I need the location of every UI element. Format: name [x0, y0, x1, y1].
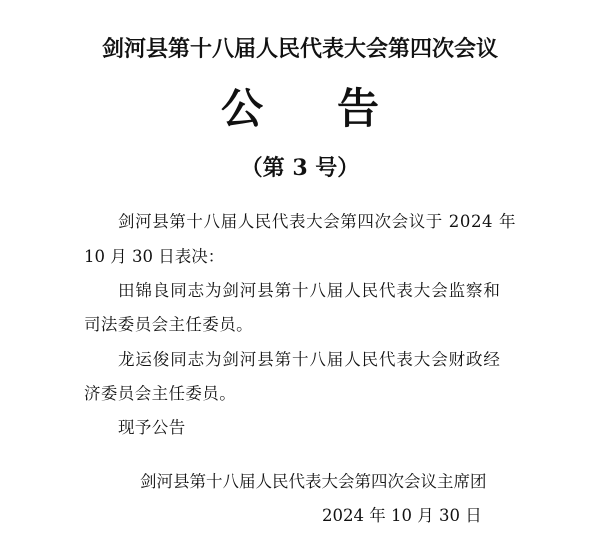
body-line: 龙运俊同志为剑河县第十八届人民代表大会财政经 — [118, 350, 501, 369]
body-line: 剑河县第十八届人民代表大会第四次会议于 2024 年 — [118, 212, 517, 231]
issuer-title: 剑河县第十八届人民代表大会第四次会议 — [101, 36, 498, 62]
body-line: 现予公告 — [118, 418, 186, 437]
signature-date: 2024 年 10 月 30 日 — [322, 506, 482, 525]
body-line: 田锦良同志为剑河县第十八届人民代表大会监察和 — [118, 281, 501, 300]
notice-title: 公告 — [220, 84, 453, 133]
body-line: 10 月 30 日表决： — [84, 247, 225, 266]
body-line: 司法委员会主任委员。 — [84, 315, 253, 334]
signature-organization: 剑河县第十八届人民代表大会第四次会议主席团 — [140, 472, 487, 491]
notice-number: （第 3 号） — [240, 155, 360, 181]
body-line: 济委员会主任委员。 — [84, 384, 237, 403]
